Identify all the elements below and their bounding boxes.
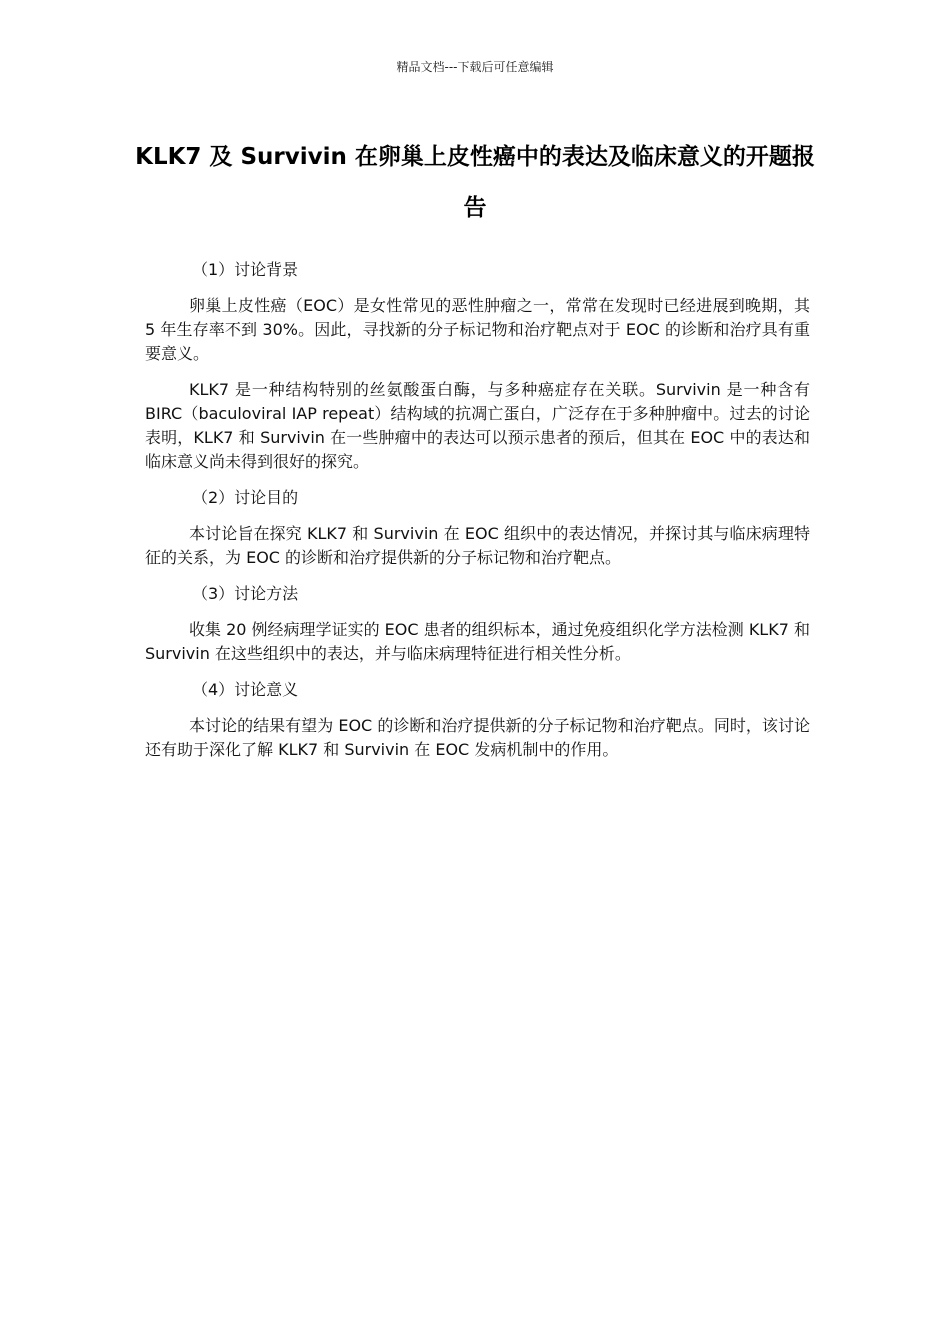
section-heading: （3）讨论方法 bbox=[192, 584, 299, 603]
paragraph: 本讨论的结果有望为 EOC 的诊断和治疗提供新的分子标记物和治疗靶点。同时，该讨论还有助于深化了解 KLK7 和 Survivin 在 EOC 发病机制中的作用。 bbox=[145, 716, 810, 759]
paragraph: 收集 20 例经病理学证实的 EOC 患者的组织标本，通过免疫组织化学方法检测 KLK7 和 Survivin 在这些组织中的表达，并与临床病理特征进行相关性分析。 bbox=[145, 620, 810, 663]
header-note: 精品文档---下载后可任意编辑 bbox=[396, 60, 554, 74]
section-purpose bbox=[145, 486, 810, 570]
section-heading: （2）讨论目的 bbox=[192, 488, 299, 507]
paragraph: KLK7 是一种结构特别的丝氨酸蛋白酶，与多种癌症存在关联。Survivin 是一种含有 BIRC（baculoviral IAP repeat）结构域的抗凋亡蛋白，广泛存在于多种肿瘤中。过去的讨论表明，KLK7 和 Survivin 在一些肿瘤中的表达可以预示患者的预后，但其在 EOC 中的表达和临床意义尚未得到很好的探究。 bbox=[145, 380, 810, 471]
document-body bbox=[145, 258, 810, 774]
document-title: KLK7 及 Survivin 在卵巢上皮性癌中的表达及临床意义的开题报告 bbox=[135, 144, 815, 221]
paragraph: 本讨论旨在探究 KLK7 和 Survivin 在 EOC 组织中的表达情况，并探讨其与临床病理特征的关系，为 EOC 的诊断和治疗提供新的分子标记物和治疗靶点。 bbox=[145, 524, 810, 567]
paragraph: 卵巢上皮性癌（EOC）是女性常见的恶性肿瘤之一，常常在发现时已经进展到晚期，其 5 年生存率不到 30%。因此，寻找新的分子标记物和治疗靶点对于 EOC 的诊断和治疗具有重要意义。 bbox=[145, 296, 810, 363]
section-heading: （4）讨论意义 bbox=[192, 680, 299, 699]
section-method bbox=[145, 582, 810, 666]
section-significance bbox=[145, 678, 810, 762]
section-heading: （1）讨论背景 bbox=[192, 260, 299, 279]
section-background bbox=[145, 258, 810, 474]
